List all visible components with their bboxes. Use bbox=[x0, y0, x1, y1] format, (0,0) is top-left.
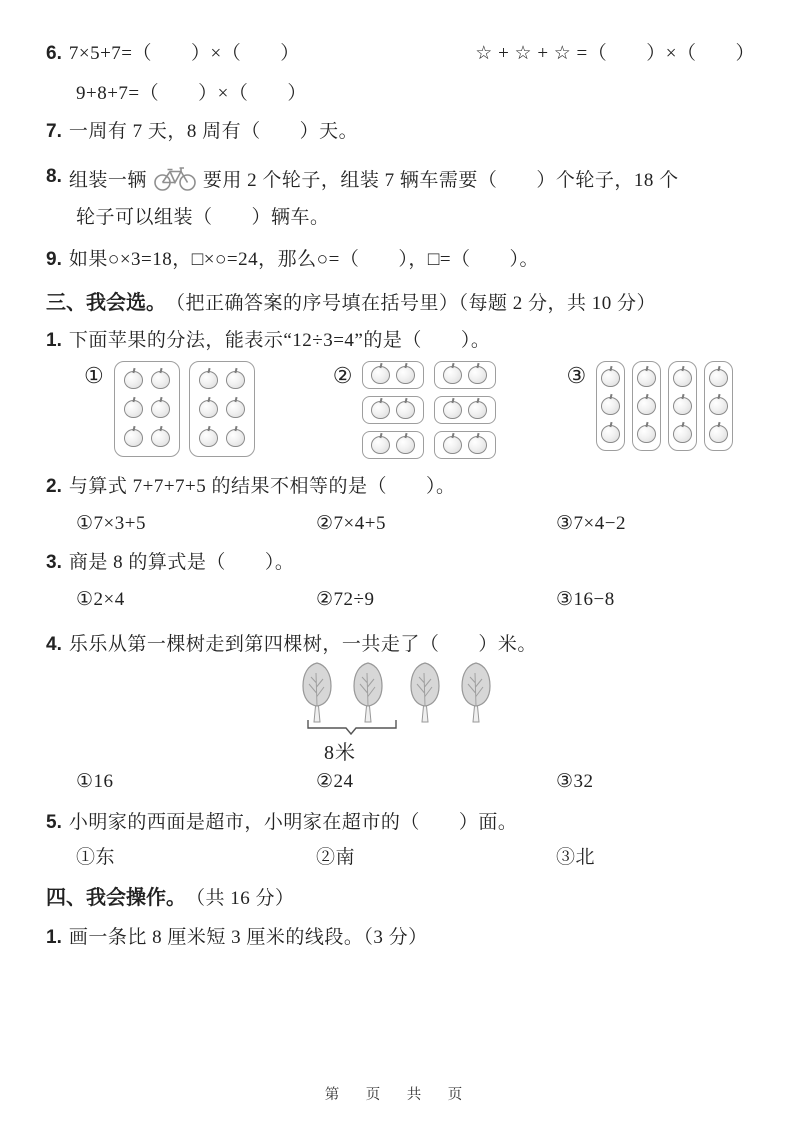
apple-icon bbox=[371, 401, 390, 419]
operation-question-1-text: 画一条比 8 厘米短 3 厘米的线段。（3 分） bbox=[68, 927, 428, 948]
choice-question-5-text: 小明家的西面是超市，小明家在超市的（ ）面。 bbox=[68, 812, 518, 833]
apple-icon bbox=[151, 400, 170, 418]
operation-question-1 bbox=[46, 924, 765, 952]
apple-icon bbox=[637, 397, 656, 415]
apple-group-1-label: ① bbox=[84, 363, 104, 388]
tree-icon bbox=[296, 661, 338, 723]
option-2: ②7×4+5 bbox=[316, 513, 386, 534]
apple-box bbox=[189, 361, 255, 457]
question-9 bbox=[46, 246, 765, 274]
apple-box bbox=[434, 361, 496, 389]
apple-box bbox=[434, 431, 496, 459]
question-7 bbox=[46, 118, 765, 146]
apple-icon bbox=[601, 425, 620, 443]
page-footer: 第 页 共 页 bbox=[324, 1087, 469, 1103]
apple-icon bbox=[371, 366, 390, 384]
apple-group-1-boxes bbox=[114, 361, 255, 457]
choice-question-2 bbox=[46, 473, 765, 501]
apple-box bbox=[668, 361, 697, 451]
apple-icon bbox=[199, 429, 218, 447]
apple-group-3-boxes bbox=[596, 361, 733, 451]
choice-question-3-options bbox=[46, 587, 765, 613]
apple-icon bbox=[709, 369, 728, 387]
apple-icon bbox=[468, 366, 487, 384]
apple-icon bbox=[443, 436, 462, 454]
apple-box bbox=[704, 361, 733, 451]
question-8-text-after-icon: 要用 2 个轮子，组装 7 辆车需要（ ）个轮子，18 个 bbox=[202, 170, 679, 191]
option-3: ③7×4−2 bbox=[556, 513, 626, 534]
apple-group-2-label: ② bbox=[332, 363, 353, 388]
question-6-line-2 bbox=[46, 80, 765, 108]
apple-group-2-boxes bbox=[362, 361, 496, 459]
question-number: 8. bbox=[46, 166, 62, 187]
trees-row bbox=[296, 661, 526, 723]
apple-box bbox=[434, 396, 496, 424]
choice-question-2-text: 与算式 7+7+7+5 的结果不相等的是（ ）。 bbox=[68, 476, 456, 497]
apple-icon bbox=[468, 401, 487, 419]
question-6-expression-2: 9+8+7=（ ）×（ ） bbox=[76, 83, 307, 104]
choice-question-4 bbox=[46, 631, 765, 659]
choice-question-5 bbox=[46, 809, 765, 837]
section-3-title: 三、我会选。 bbox=[46, 292, 166, 314]
option-3: ③16−8 bbox=[556, 589, 615, 610]
section-3-header bbox=[46, 288, 765, 319]
apple-icon bbox=[199, 400, 218, 418]
question-8-line-2-text: 轮子可以组装（ ）辆车。 bbox=[76, 207, 330, 228]
choice-question-3 bbox=[46, 549, 765, 577]
apple-icon bbox=[124, 371, 143, 389]
question-number: 7. bbox=[46, 121, 62, 142]
question-number: 2. bbox=[46, 476, 62, 497]
apple-box bbox=[114, 361, 180, 457]
question-number: 4. bbox=[46, 634, 62, 655]
question-number: 1. bbox=[46, 330, 62, 351]
apple-icon bbox=[673, 425, 692, 443]
section-3-subtitle: （把正确答案的序号填在括号里）（每题 2 分，共 10 分） bbox=[166, 293, 657, 314]
section-4-header bbox=[46, 883, 765, 914]
question-7-text: 一周有 7 天，8 周有（ ）天。 bbox=[68, 121, 359, 142]
apple-icon bbox=[371, 436, 390, 454]
distance-label: 8米 bbox=[324, 742, 356, 764]
apple-icon bbox=[673, 397, 692, 415]
apple-box bbox=[632, 361, 661, 451]
question-8-text-before-icon: 组装一辆 bbox=[68, 170, 147, 191]
apple-icon bbox=[637, 425, 656, 443]
option-2: ②24 bbox=[316, 771, 354, 792]
question-8-text bbox=[69, 158, 679, 200]
apple-icon bbox=[396, 401, 415, 419]
apple-icon bbox=[396, 436, 415, 454]
choice-question-3-text: 商是 8 的算式是（ ）。 bbox=[68, 552, 295, 573]
option-2: ②南 bbox=[316, 847, 356, 868]
choice-question-1-text: 下面苹果的分法，能表示“12÷3=4”的是（ ）。 bbox=[68, 330, 491, 351]
apple-icon bbox=[601, 369, 620, 387]
apple-icon bbox=[637, 369, 656, 387]
question-9-text: 如果○×3=18，□×○=24，那么○=（ ），□=（ ）。 bbox=[68, 249, 540, 270]
apple-icon bbox=[151, 371, 170, 389]
question-8-line-2 bbox=[46, 204, 765, 232]
question-8-line-1 bbox=[46, 158, 765, 200]
question-6-star-expression: ☆ + ☆ + ☆ =（ ）×（ ） bbox=[475, 43, 755, 64]
option-1: ①16 bbox=[76, 771, 114, 792]
apple-box bbox=[362, 361, 424, 389]
section-4-subtitle: （共 16 分） bbox=[186, 888, 295, 909]
option-1: ①东 bbox=[76, 847, 116, 868]
option-1: ①7×3+5 bbox=[76, 513, 146, 534]
question-6-expression-1: 7×5+7=（ ）×（ ） bbox=[68, 43, 300, 64]
apple-icon bbox=[443, 401, 462, 419]
section-4-title: 四、我会操作。 bbox=[46, 887, 186, 909]
option-3: ③32 bbox=[556, 771, 594, 792]
tree-icon bbox=[347, 661, 389, 723]
apple-box bbox=[362, 431, 424, 459]
bicycle-icon bbox=[153, 163, 197, 191]
apple-group-2 bbox=[333, 361, 497, 459]
apple-icon bbox=[124, 429, 143, 447]
apple-icon bbox=[226, 429, 245, 447]
apple-icon bbox=[601, 397, 620, 415]
choice-question-5-options bbox=[46, 845, 765, 871]
apple-icon bbox=[226, 371, 245, 389]
apple-group-3 bbox=[566, 361, 733, 451]
question-number: 9. bbox=[46, 249, 62, 270]
question-number: 1. bbox=[46, 927, 62, 948]
apple-icon bbox=[396, 366, 415, 384]
question-number: 3. bbox=[46, 552, 62, 573]
question-number: 5. bbox=[46, 812, 62, 833]
apple-icon bbox=[443, 366, 462, 384]
apple-icon bbox=[468, 436, 487, 454]
apple-box bbox=[362, 396, 424, 424]
question-number: 6. bbox=[46, 43, 62, 64]
option-3: ③北 bbox=[556, 847, 596, 868]
choice-question-2-options bbox=[46, 511, 765, 537]
apple-icon bbox=[709, 425, 728, 443]
choice-question-1 bbox=[46, 327, 765, 355]
apple-icon bbox=[124, 400, 143, 418]
apple-icon bbox=[151, 429, 170, 447]
apple-icon bbox=[226, 400, 245, 418]
question-6-line-1 bbox=[46, 40, 765, 68]
apple-box bbox=[596, 361, 625, 451]
tree-diagram-figure bbox=[296, 661, 526, 765]
option-2: ②72÷9 bbox=[316, 589, 375, 610]
apple-diagram-figure bbox=[84, 361, 765, 459]
tree-icon bbox=[455, 661, 497, 723]
apple-group-1 bbox=[84, 361, 255, 457]
apple-icon bbox=[199, 371, 218, 389]
apple-icon bbox=[673, 369, 692, 387]
apple-icon bbox=[709, 397, 728, 415]
option-1: ①2×4 bbox=[76, 589, 125, 610]
choice-question-4-options bbox=[46, 769, 765, 795]
tree-icon bbox=[404, 661, 446, 723]
choice-question-4-text: 乐乐从第一棵树走到第四棵树，一共走了（ ）米。 bbox=[68, 634, 537, 655]
apple-group-3-label: ③ bbox=[566, 363, 587, 388]
